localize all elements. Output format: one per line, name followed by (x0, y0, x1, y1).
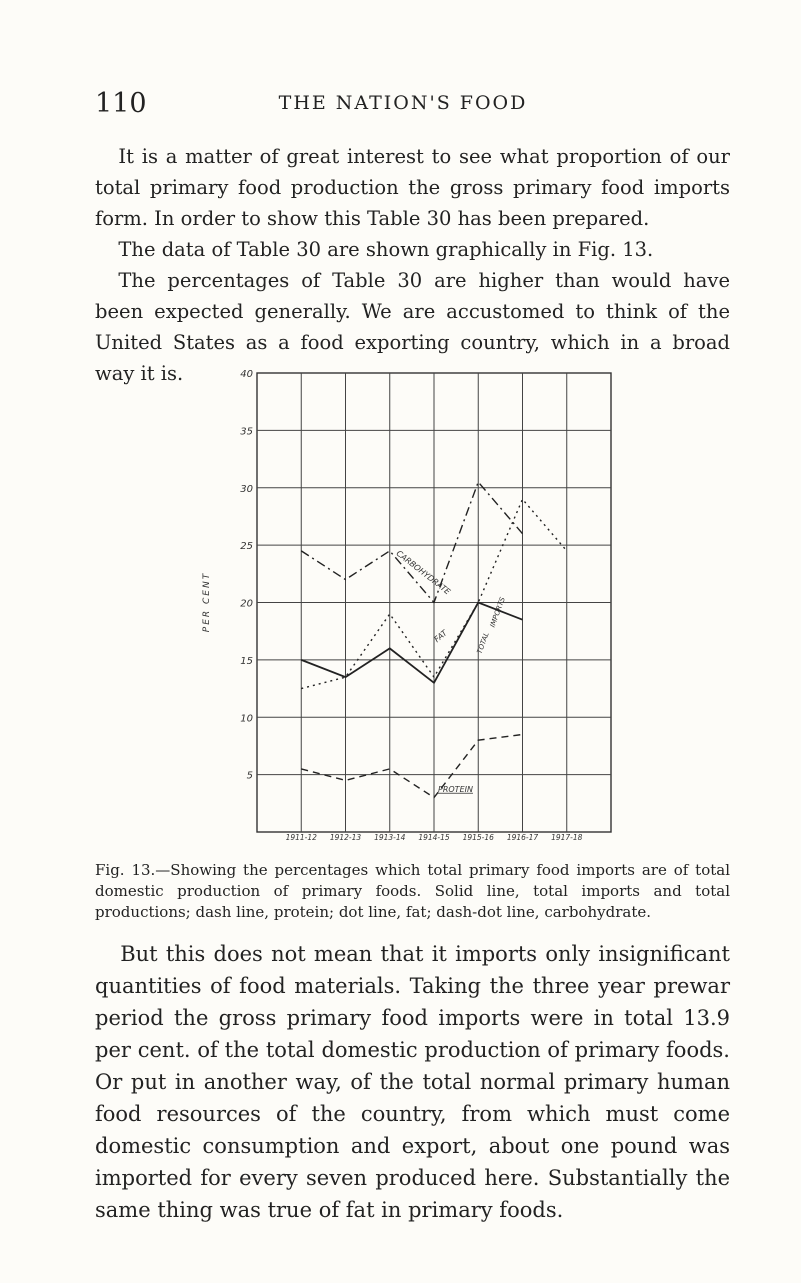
annotation-label: FAT (432, 628, 449, 645)
annotation-label: TOTAL (475, 631, 491, 655)
y-axis-label: PER CENT (202, 571, 212, 633)
x-tick-label: 1917-18 (551, 833, 583, 840)
running-head: THE NATION'S FOOD (278, 92, 528, 114)
y-tick-label: 40 (240, 370, 253, 380)
y-tick-label: 5 (246, 770, 253, 782)
x-tick-label: 1912-13 (329, 833, 362, 840)
y-tick-label: 20 (240, 598, 253, 610)
page-header (95, 88, 711, 118)
x-tick-label: 1914-15 (418, 833, 450, 840)
annotation-label: IMPORTS (488, 596, 507, 629)
paragraph-4: But this does not mean that it imports only insignificant quantities of food materials. Taking the three year prewar period the gross primary food imports were in total 13.9 per cent. of the total domestic production of primary foods. Or put in another way, of the total normal primary human food resources of the country, from which must come domestic consumption and export, about one pound was imported for every seven produced here. Substantially the same thing was true of fat in primary foods. (95, 942, 730, 1222)
paragraph-1: It is a matter of great interest to see what proportion of our total primary food production the gross primary food imports form. In order to show this Table 30 has been prepared. (95, 145, 730, 230)
series-line-total-imports (301, 603, 522, 683)
figure-13-chart (195, 370, 635, 840)
x-tick-label: 1915-16 (462, 833, 494, 840)
y-tick-label: 35 (240, 426, 253, 438)
y-tick-label: 25 (240, 541, 253, 553)
paragraph-3: The percentages of Table 30 are higher than would have been expected generally. We are accustomed to think of the United States as a food exporting country, which in a broad way it is. (95, 269, 730, 385)
series-line-carbohydrate (301, 482, 522, 602)
series-line-protein (301, 734, 522, 797)
y-tick-label: 30 (240, 483, 253, 495)
y-tick-label: 15 (240, 655, 253, 667)
x-tick-label: 1916-17 (506, 833, 539, 840)
x-tick-label: 1913-14 (374, 833, 406, 840)
annotation-label: PROTEIN (438, 784, 473, 794)
page-number: 110 (95, 88, 147, 119)
annotation-label: CARBOHYDRATE (394, 548, 452, 597)
figure-caption: Fig. 13.—Showing the percentages which total primary food imports are of total domestic production of primary foods. Solid line, total imports and total productions; dash line, protein; dot line, fat; dash-dot line, carbohydrate. (95, 861, 730, 921)
paragraph-2: The data of Table 30 are shown graphically in Fig. 13. (118, 238, 654, 261)
y-tick-label: 10 (240, 713, 253, 725)
x-tick-label: 1911-12 (285, 833, 317, 840)
